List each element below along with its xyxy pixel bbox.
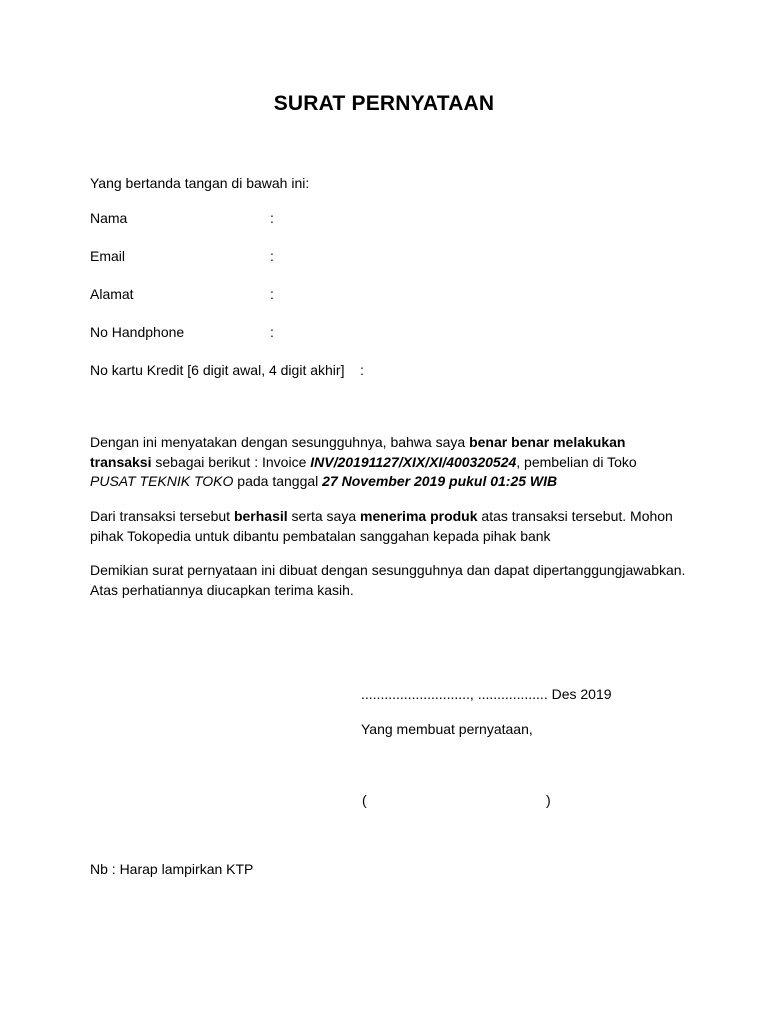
statement-emphasis: transaksi — [90, 453, 152, 470]
signature-open-paren: ( — [362, 792, 367, 808]
statement-text: , pembelian di Toko — [516, 453, 637, 470]
statement-text: pada tanggal — [233, 473, 323, 489]
statement-text: Dengan ini menyatakan dengan sesungguhnya, bahwa saya — [90, 434, 470, 450]
field-sep-kartu-kredit: : — [360, 362, 364, 378]
place-date-line: ............................, .................. Des 2019 — [361, 686, 612, 702]
request-line-2: pihak Tokopedia untuk dibantu pembatalan sanggahan kepada pihak bank — [90, 527, 551, 544]
field-label-email: Email — [90, 248, 126, 264]
field-label-kartu-kredit: No kartu Kredit [6 digit awal, 4 digit akhir] — [90, 362, 345, 378]
field-label-nama: Nama — [90, 210, 128, 226]
field-label-handphone: No Handphone — [90, 324, 185, 340]
statement-line-3 — [90, 472, 690, 492]
closing-line-1: Demikian surat pernyataan ini dibuat dengan sesungguhnya dan dapat dipertanggungjawabkan. — [90, 562, 686, 578]
invoice-number: INV/20191127/XIX/XI/400320524 — [310, 453, 517, 470]
signature-close-paren: ) — [546, 792, 551, 808]
field-sep-handphone: : — [270, 324, 274, 340]
field-sep-email: : — [270, 248, 274, 264]
field-sep-nama: : — [270, 210, 274, 226]
document-title: SURAT PERNYATAAN — [273, 92, 495, 115]
field-label-alamat: Alamat — [90, 286, 134, 302]
store-name: PUSAT TEKNIK TOKO — [90, 473, 234, 489]
statement-text: sebagai berikut : Invoice — [151, 453, 311, 470]
statement-emphasis: benar benar melakukan — [469, 434, 626, 450]
transaction-datetime: 27 November 2019 pukul 01:25 WIB — [322, 473, 558, 489]
request-emphasis: berhasil — [233, 508, 288, 524]
request-line-1 — [90, 507, 690, 527]
closing-line-2: Atas perhatiannya diucapkan terima kasih. — [90, 581, 354, 598]
request-paragraph — [90, 507, 690, 546]
statement-line-1 — [90, 433, 690, 453]
field-sep-alamat: : — [270, 286, 274, 302]
request-emphasis: menerima produk — [360, 508, 478, 524]
request-text: atas transaksi tersebut. Mohon — [477, 508, 673, 524]
request-text: Dari transaksi tersebut — [90, 508, 234, 524]
intro-text: Yang bertanda tangan di bawah ini: — [90, 175, 310, 191]
statement-line-2 — [90, 453, 690, 473]
signatory-label: Yang membuat pernyataan, — [361, 721, 533, 737]
closing-paragraph — [90, 561, 690, 600]
statement-paragraph — [90, 433, 690, 492]
request-text: serta saya — [287, 508, 361, 524]
note-text: Nb : Harap lampirkan KTP — [90, 861, 254, 877]
